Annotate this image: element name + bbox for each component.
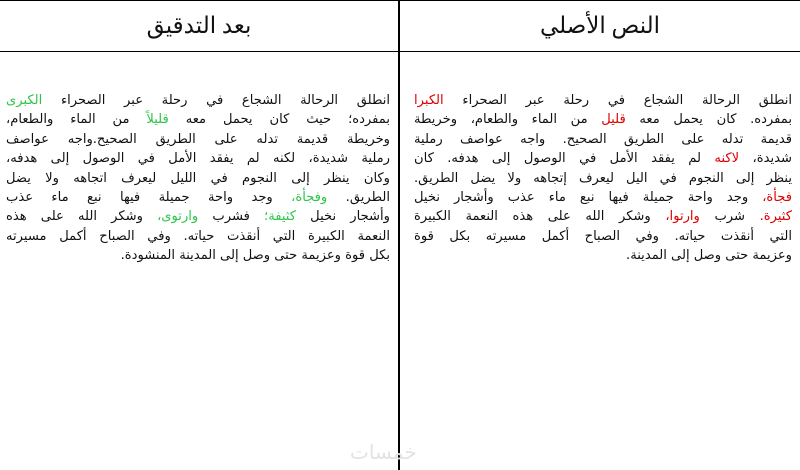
text-run: من الماء والطعام، [6,112,147,128]
original-line [414,130,792,149]
text-run: من الماء والطعام، وخريطة [414,112,602,128]
original-line [414,169,792,188]
text-run: لم يفقد الأمل في الوصول إلى هدفه. كان [414,151,715,167]
edited-column-header: بعد التدقيق [0,1,398,52]
original-line [414,207,792,226]
text-run: وأشجار نخيل [296,209,390,225]
edited-line [6,207,390,226]
original-line [414,149,792,168]
corrected-word: الكبرى [6,93,43,108]
edited-paragraph [6,91,390,266]
error-word: لاكنه [714,151,740,167]
corrected-word: كثيفة؛ [264,209,296,225]
original-paragraph [414,91,792,266]
text-run: وجد واحة جميلة فيها نبع ماء عذب وأشجار نخيل [414,190,763,206]
text-run: وشكر الله على هذه النعمة الكبيرة [414,209,666,225]
edited-line [6,91,390,110]
text-run: وكان ينظر إلى النجوم في الليل ليعرف اتجاهه ولا يضل [6,170,390,186]
text-run: الطريق. [327,190,390,206]
text-run: وشكر الله على هذه [6,209,158,225]
edited-line [6,149,390,168]
error-word: وارتوا، [665,209,700,225]
corrected-word: قليلاً [146,112,169,128]
corrected-word: وارتوى، [157,209,199,225]
text-run: وعزيمة حتى وصل إلى المدينة. [626,248,792,264]
corrected-word: وفجأة، [291,190,328,206]
text-run: النعمة الكبيرة التي أنقذت حياته. وفي الصباح أكمل مسيرته [6,228,390,244]
text-run: بمفرده؛ حيث كان يحمل معه [168,112,390,128]
text-run: وجد واحة جميلة فيها نبع ماء عذب [6,190,292,206]
text-run: فشرب [198,209,265,225]
text-run: قديمة تدله على الطريق الصحيح. واجه عواصف رملية [414,131,792,147]
edited-line [6,110,390,129]
text-run: التي أنقذت حياته. وفي الصباح أكمل مسيرته بكل قوة [414,228,792,244]
original-column-header: النص الأصلي [400,1,800,52]
error-word: قليل [601,112,626,128]
edited-line [6,227,390,246]
error-word: فجأة، [762,190,792,206]
text-run: بمفرده. كان يحمل معه [625,112,792,128]
original-line [414,188,792,207]
text-run: شرب [699,209,760,225]
original-column [400,1,800,470]
text-run: انطلق الرحالة الشجاع في رحلة عبر الصحراء [42,93,390,108]
edited-line [6,188,390,207]
text-run: رملية شديدة، لكنه لم يفقد الأمل في الوصول إلى هدفه، [6,151,390,167]
original-line [414,110,792,129]
original-line [414,91,792,110]
text-run: شديدة، [739,151,792,167]
text-run: بكل قوة وعزيمة حتى وصل إلى المدينة المنشودة. [120,248,390,264]
edited-column [0,1,400,470]
text-run: انطلق الرحالة الشجاع في رحلة عبر الصحراء [443,93,792,108]
edited-line [6,130,390,149]
original-line [414,246,792,265]
edited-line [6,246,390,265]
watermark: خمسات [350,440,417,464]
text-run: ينظر إلى النجوم في اليل ليعرف إتجاهه ولا يضل الطريق. [414,170,792,186]
error-word: الكبرا [414,93,444,108]
edited-line [6,169,390,188]
original-line [414,227,792,246]
text-run: وخريطة قديمة تدله على الطريق الصحيح.واجه عواصف [6,131,390,147]
error-word: كثيرة. [759,209,792,225]
